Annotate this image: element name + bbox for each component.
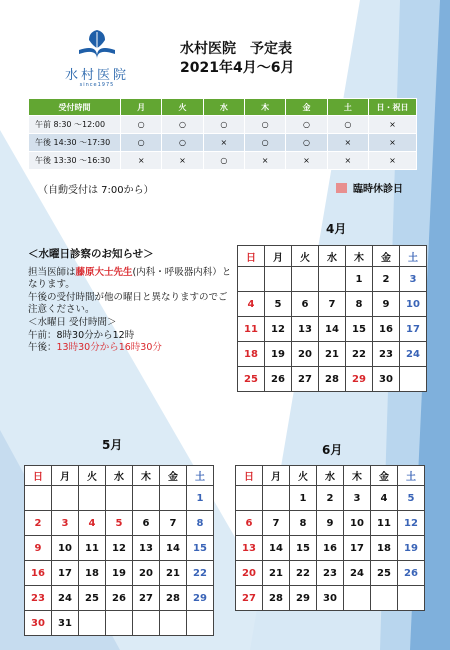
- calendar-day: 15: [187, 536, 214, 561]
- calendar-day: 27: [292, 367, 319, 392]
- calendar-day: 14: [160, 536, 187, 561]
- calendar-day: 26: [106, 586, 133, 611]
- calendar-day: 28: [263, 586, 290, 611]
- table-cell: ○: [286, 134, 327, 152]
- weekday-header-row: [25, 466, 214, 486]
- calendar-day: [319, 267, 346, 292]
- table-cell: ×: [162, 152, 203, 170]
- table-cell: ○: [162, 134, 203, 152]
- calendar-week: [238, 367, 427, 392]
- calendar-week: [25, 586, 214, 611]
- calendar-day: 14: [263, 536, 290, 561]
- calendar-week: [25, 486, 214, 511]
- table-row: [29, 134, 417, 152]
- calendar-day: 25: [371, 561, 398, 586]
- calendar-day: [160, 486, 187, 511]
- calendar-day: 6: [133, 511, 160, 536]
- calendar-day: [106, 486, 133, 511]
- weekday-header: 土: [398, 466, 425, 486]
- table-cell: ○: [327, 116, 368, 134]
- calendar-day: 16: [373, 317, 400, 342]
- table-cell: ○: [244, 134, 285, 152]
- calendar-day: 7: [263, 511, 290, 536]
- calendar-week: [236, 536, 425, 561]
- calendar-day: 3: [344, 486, 371, 511]
- calendar-day: 28: [319, 367, 346, 392]
- logo-since: since1975: [79, 82, 115, 88]
- calendar-day: 2: [373, 267, 400, 292]
- calendar-day: 13: [236, 536, 263, 561]
- notice-text: 午後の受付時間が他の曜日と異なりますのでご注意ください。: [28, 291, 228, 316]
- weekday-header: 火: [290, 466, 317, 486]
- month-label-april: 4月: [326, 222, 347, 236]
- calendar-day: [133, 611, 160, 636]
- calendar-day: 1: [346, 267, 373, 292]
- calendar-day: 29: [346, 367, 373, 392]
- calendar-day: 23: [317, 561, 344, 586]
- calendar-day: 18: [238, 342, 265, 367]
- calendar-day: [238, 267, 265, 292]
- calendar-day: 11: [238, 317, 265, 342]
- calendar-day: 15: [346, 317, 373, 342]
- calendar-day: [160, 611, 187, 636]
- calendar-day: 3: [52, 511, 79, 536]
- calendar-day: 12: [265, 317, 292, 342]
- calendar-day: 17: [400, 317, 427, 342]
- table-row: [29, 116, 417, 134]
- calendar-day: 9: [317, 511, 344, 536]
- calendar-week: [25, 561, 214, 586]
- calendar-day: 14: [319, 317, 346, 342]
- table-cell: ○: [121, 116, 162, 134]
- column-header: 木: [244, 99, 285, 116]
- reception-hours-table: [28, 98, 417, 170]
- wednesday-notice: [28, 248, 233, 355]
- calendar-week: [236, 511, 425, 536]
- weekday-header: 木: [346, 246, 373, 267]
- calendar-day: [187, 611, 214, 636]
- book-leaf-icon: [75, 26, 119, 60]
- table-cell: ×: [203, 134, 244, 152]
- notice-afternoon-line: [28, 342, 233, 355]
- weekday-header: 火: [292, 246, 319, 267]
- table-cell: ○: [203, 116, 244, 134]
- table-cell: ×: [244, 152, 285, 170]
- weekday-header: 日: [236, 466, 263, 486]
- calendar-day: 10: [52, 536, 79, 561]
- table-cell: ×: [369, 116, 417, 134]
- calendar-day: 7: [160, 511, 187, 536]
- auto-reception-note: （自動受付は 7:00から）: [38, 185, 154, 196]
- table-header-row: [29, 99, 417, 116]
- calendar-day: 9: [25, 536, 52, 561]
- weekday-header: 土: [400, 246, 427, 267]
- weekday-header: 木: [133, 466, 160, 486]
- calendar-day: 19: [398, 536, 425, 561]
- calendar-day: 4: [371, 486, 398, 511]
- calendar-day: 8: [346, 292, 373, 317]
- weekday-header: 月: [52, 466, 79, 486]
- weekday-header: 金: [371, 466, 398, 486]
- table-cell: ×: [369, 152, 417, 170]
- doctor-name: 藤原大士先生: [75, 266, 133, 278]
- calendar-day: 23: [373, 342, 400, 367]
- notice-text: 午前：8時30分から12時: [28, 329, 135, 341]
- calendar-day: 19: [265, 342, 292, 367]
- calendar-day: [79, 486, 106, 511]
- calendar-day: 18: [79, 561, 106, 586]
- table-cell: ×: [327, 134, 368, 152]
- calendar-day: 11: [371, 511, 398, 536]
- page-title: 水村医院 予定表: [180, 41, 292, 57]
- table-cell: ×: [286, 152, 327, 170]
- calendar-day: 1: [290, 486, 317, 511]
- calendar-day: [265, 267, 292, 292]
- notice-doctor-line: [28, 267, 233, 292]
- weekday-header: 木: [344, 466, 371, 486]
- calendar-week: [25, 536, 214, 561]
- calendar-day: 4: [79, 511, 106, 536]
- month-label-may: 5月: [102, 438, 123, 452]
- calendar-day: 2: [25, 511, 52, 536]
- calendar-day: 16: [317, 536, 344, 561]
- calendar-week: [238, 292, 427, 317]
- calendar-day: 24: [400, 342, 427, 367]
- calendar-day: 29: [290, 586, 317, 611]
- calendar-day: 5: [106, 511, 133, 536]
- calendar-day: 26: [265, 367, 292, 392]
- row-label: 午後 13:30 〜16:30: [29, 152, 121, 170]
- weekday-header: 日: [25, 466, 52, 486]
- table-cell: ×: [327, 152, 368, 170]
- calendar-june: [235, 465, 425, 611]
- calendar-day: 29: [187, 586, 214, 611]
- calendar-day: [263, 486, 290, 511]
- calendar-day: 23: [25, 586, 52, 611]
- calendar-day: 21: [160, 561, 187, 586]
- table-cell: ×: [121, 152, 162, 170]
- calendar-day: 30: [317, 586, 344, 611]
- table-cell: ×: [369, 134, 417, 152]
- calendar-day: 24: [52, 586, 79, 611]
- calendar-day: [344, 586, 371, 611]
- page-subtitle: 2021年4月〜6月: [180, 60, 295, 76]
- calendar-day: 25: [238, 367, 265, 392]
- table-row: [29, 152, 417, 170]
- weekday-header: 日: [238, 246, 265, 267]
- weekday-header: 月: [263, 466, 290, 486]
- calendar-week: [238, 317, 427, 342]
- calendar-day: 20: [292, 342, 319, 367]
- calendar-day: 22: [346, 342, 373, 367]
- calendar-day: 20: [133, 561, 160, 586]
- weekday-header: 金: [160, 466, 187, 486]
- calendar-day: 18: [371, 536, 398, 561]
- calendar-week: [25, 611, 214, 636]
- calendar-day: [25, 486, 52, 511]
- row-label: 午前 8:30 〜12:00: [29, 116, 121, 134]
- notice-text: 担当医師は: [28, 266, 76, 278]
- calendar-day: 10: [344, 511, 371, 536]
- month-label-june: 6月: [322, 443, 343, 457]
- calendar-week: [236, 586, 425, 611]
- column-header: 受付時間: [29, 99, 121, 116]
- calendar-day: [292, 267, 319, 292]
- calendar-day: [398, 586, 425, 611]
- calendar-april: [237, 245, 427, 392]
- calendar-day: [400, 367, 427, 392]
- table-cell: ○: [121, 134, 162, 152]
- row-label: 午後 14:30 〜17:30: [29, 134, 121, 152]
- calendar-week: [238, 342, 427, 367]
- calendar-day: 3: [400, 267, 427, 292]
- weekday-header-row: [238, 246, 427, 267]
- column-header: 金: [286, 99, 327, 116]
- closure-legend: [336, 180, 403, 195]
- calendar-day: 30: [25, 611, 52, 636]
- notice-text: (内科・呼吸器内科）となります。: [28, 266, 232, 291]
- weekday-header: 月: [265, 246, 292, 267]
- calendar-day: 12: [106, 536, 133, 561]
- calendar-day: 25: [79, 586, 106, 611]
- clinic-logo: [62, 26, 132, 86]
- calendar-day: 5: [265, 292, 292, 317]
- calendar-day: 30: [373, 367, 400, 392]
- calendar-day: 27: [236, 586, 263, 611]
- calendar-day: [106, 611, 133, 636]
- weekday-header: 水: [319, 246, 346, 267]
- calendar-day: 9: [373, 292, 400, 317]
- column-header: 土: [327, 99, 368, 116]
- calendar-day: 13: [133, 536, 160, 561]
- calendar-day: 1: [187, 486, 214, 511]
- weekday-header: 金: [373, 246, 400, 267]
- calendar-day: 11: [79, 536, 106, 561]
- calendar-week: [236, 561, 425, 586]
- column-header: 月: [121, 99, 162, 116]
- calendar-may: [24, 465, 214, 636]
- calendar-day: 22: [290, 561, 317, 586]
- calendar-day: [133, 486, 160, 511]
- logo-name: 水村医院: [64, 68, 129, 83]
- column-header: 日・祝日: [369, 99, 417, 116]
- table-cell: ○: [286, 116, 327, 134]
- calendar-day: 21: [319, 342, 346, 367]
- calendar-day: 8: [290, 511, 317, 536]
- weekday-header: 水: [317, 466, 344, 486]
- calendar-day: [371, 586, 398, 611]
- calendar-day: 16: [25, 561, 52, 586]
- table-cell: ○: [203, 152, 244, 170]
- calendar-day: 8: [187, 511, 214, 536]
- calendar-day: 22: [187, 561, 214, 586]
- calendar-day: 17: [52, 561, 79, 586]
- calendar-day: [79, 611, 106, 636]
- calendar-day: [236, 486, 263, 511]
- calendar-day: 10: [400, 292, 427, 317]
- calendar-day: 28: [160, 586, 187, 611]
- calendar-day: 21: [263, 561, 290, 586]
- weekday-header: 火: [79, 466, 106, 486]
- calendar-day: 31: [52, 611, 79, 636]
- calendar-week: [236, 486, 425, 511]
- afternoon-time: 13時30分から16時30分: [56, 342, 162, 354]
- table-cell: ○: [162, 116, 203, 134]
- calendar-week: [238, 267, 427, 292]
- notice-text: ＜水曜日 受付時間＞: [28, 316, 117, 328]
- calendar-day: 7: [319, 292, 346, 317]
- weekday-header-row: [236, 466, 425, 486]
- calendar-day: 20: [236, 561, 263, 586]
- closure-color-swatch: [336, 183, 347, 193]
- calendar-day: 17: [344, 536, 371, 561]
- column-header: 火: [162, 99, 203, 116]
- calendar-day: 5: [398, 486, 425, 511]
- calendar-week: [25, 511, 214, 536]
- legend-label: 臨時休診日: [353, 184, 403, 195]
- weekday-header: 水: [106, 466, 133, 486]
- calendar-day: 12: [398, 511, 425, 536]
- calendar-day: 27: [133, 586, 160, 611]
- calendar-day: 4: [238, 292, 265, 317]
- table-cell: ○: [244, 116, 285, 134]
- calendar-day: 24: [344, 561, 371, 586]
- column-header: 水: [203, 99, 244, 116]
- weekday-header: 土: [187, 466, 214, 486]
- calendar-day: 15: [290, 536, 317, 561]
- calendar-day: 19: [106, 561, 133, 586]
- calendar-day: 2: [317, 486, 344, 511]
- calendar-day: 13: [292, 317, 319, 342]
- notice-text: 午後：: [28, 342, 57, 354]
- calendar-day: 6: [292, 292, 319, 317]
- calendar-day: [52, 486, 79, 511]
- calendar-day: 26: [398, 561, 425, 586]
- notice-heading: ＜水曜日診察のお知らせ＞: [28, 248, 154, 260]
- calendar-day: 6: [236, 511, 263, 536]
